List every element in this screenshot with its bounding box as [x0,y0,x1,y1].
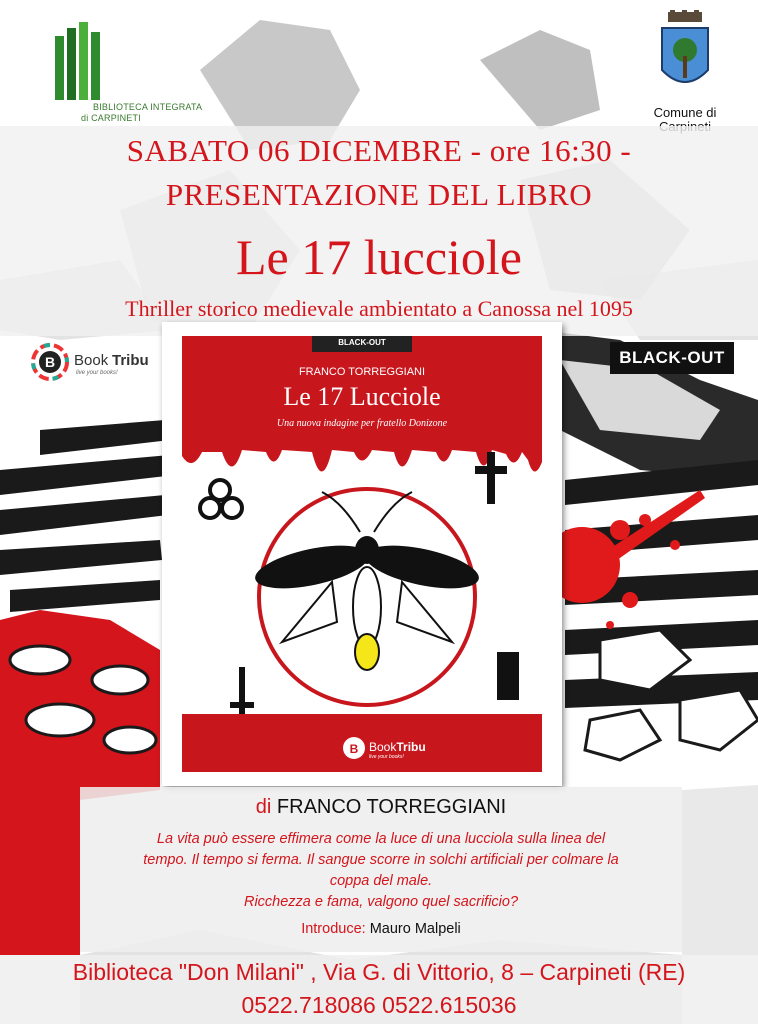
svg-text:B: B [349,742,359,756]
booktribu-book: Book [74,352,109,369]
book-title: Le 17 lucciole [236,229,522,285]
author-line [80,796,682,819]
comune-text-1: Comune di [653,105,717,120]
blackout-logo [610,342,734,374]
book-quote [80,829,682,913]
intro-name: Mauro Malpeli [369,921,461,937]
quote-line: Ricchezza e fama, valgono quel sacrificio? [243,894,519,910]
cover-publisher-tribu: Tribu [396,740,426,754]
booktribu-icon [30,342,70,382]
phone-numbers: 0522.718086 0522.615036 [241,992,517,1018]
presentation-heading: PRESENTAZIONE DEL LIBRO [165,177,593,212]
cover-publisher-book: Book [369,740,397,754]
comune-logo [646,10,724,132]
cover-publisher [369,740,426,754]
author-prefix: di [255,796,272,818]
booktribu-tribu: Tribu [112,352,149,369]
author-name: FRANCO TORREGGIANI [276,796,507,818]
booktribu-tagline: live your books! [76,370,118,376]
quote-line: coppa del male. [329,873,433,889]
intro-label: Introduce: [301,921,366,937]
event-date: SABATO 06 DICEMBRE - ore 16:30 - [126,133,632,168]
library-logo-text: BIBLIOTECA INTEGRATA [93,102,203,112]
book-subtitle: Thriller storico medievale ambientato a Canossa nel 1095 [125,296,633,321]
cover-title: Le 17 Lucciole [283,382,441,411]
book-cover [162,322,562,786]
quote-line: tempo. Il tempo si ferma. Il sangue scorre in solchi artificiali per colmare la [143,852,619,868]
library-logo-subtext: di CARPINETI [81,113,141,123]
venue-address: Biblioteca "Don Milani" , Via G. di Vittorio, 8 – Carpineti (RE) [72,959,686,985]
cover-publisher-tagline: live your books! [369,754,404,760]
cover-tagline: Una nuova indagine per fratello Donizone [276,418,448,429]
cover-author: FRANCO TORREGGIANI [298,366,426,378]
svg-text:B: B [44,354,56,370]
quote-line: La vita può essere effimera come la luce di una lucciola sulla linea del [156,831,606,847]
coat-of-arms-icon [654,10,716,96]
booktribu-logo [30,340,170,384]
introducer-line [80,921,682,937]
blackout-text: BLACK-OUT [619,348,725,367]
library-logo [55,22,225,127]
cover-series-tag: BLACK-OUT [338,338,386,347]
books-icon [55,22,105,100]
